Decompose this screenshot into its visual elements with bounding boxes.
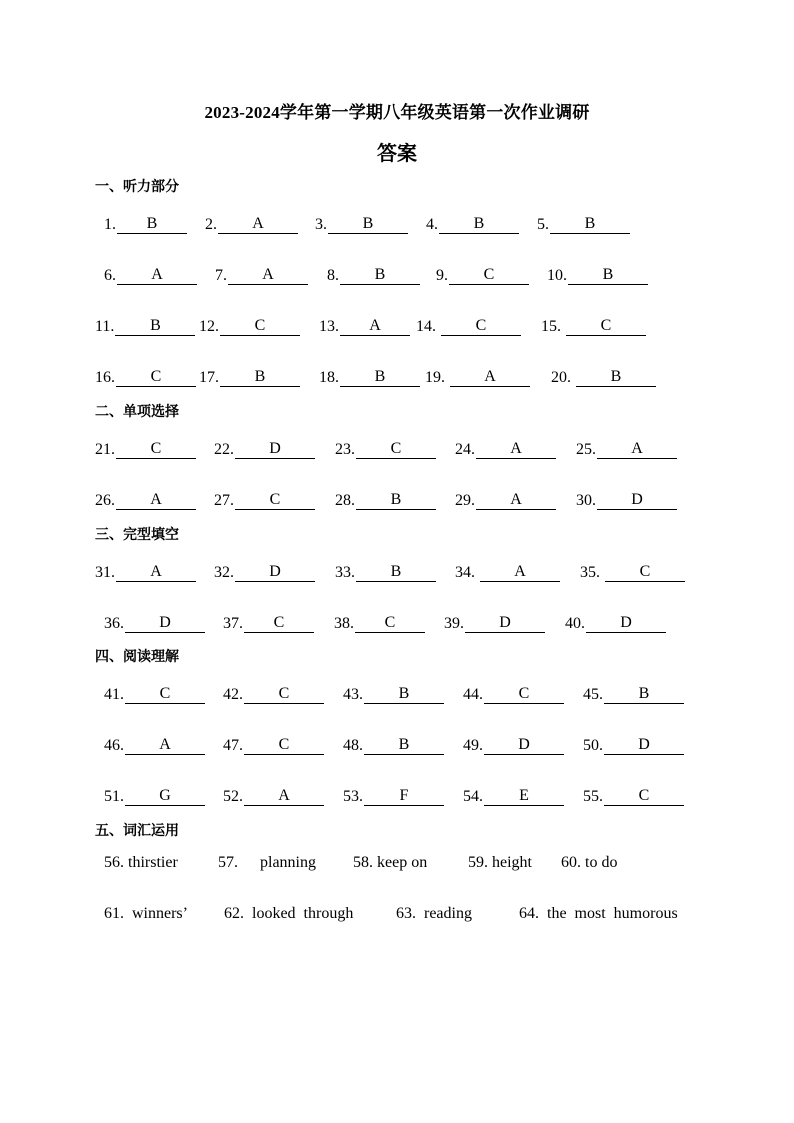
answer-blank: D xyxy=(484,736,564,755)
section-heading-cloze: 三、完型填空 xyxy=(95,527,179,543)
vocab-number-57: 57. xyxy=(218,854,238,871)
answer-blank: A xyxy=(340,317,410,336)
answer-item-43 xyxy=(343,680,444,704)
answer-row xyxy=(0,210,794,234)
vocab-answer-57: planning xyxy=(260,854,316,871)
question-number: 6. xyxy=(104,267,116,284)
answer-row xyxy=(0,363,794,387)
answer-blank: C xyxy=(355,614,425,633)
answer-item-50 xyxy=(583,731,684,755)
answer-blank: F xyxy=(364,787,444,806)
answer-item-1 xyxy=(104,210,187,234)
question-number: 38. xyxy=(334,615,354,632)
question-number: 44. xyxy=(463,686,483,703)
question-number: 53. xyxy=(343,788,363,805)
question-number: 22. xyxy=(214,441,234,458)
answer-item-53 xyxy=(343,782,444,806)
question-number: 48. xyxy=(343,737,363,754)
vocab-answer-63: 63. reading xyxy=(396,905,472,922)
answer-blank: B xyxy=(356,491,436,510)
answer-item-55 xyxy=(583,782,684,806)
answer-blank: C xyxy=(220,317,300,336)
answer-blank: B xyxy=(550,215,630,234)
answer-blank: C xyxy=(356,440,436,459)
question-number: 10. xyxy=(547,267,567,284)
question-number: 33. xyxy=(335,564,355,581)
answer-blank: E xyxy=(484,787,564,806)
answer-item-27 xyxy=(214,486,315,510)
answer-item-49 xyxy=(463,731,564,755)
answer-blank: A xyxy=(116,563,196,582)
answer-blank: B xyxy=(604,685,684,704)
page-title: 2023-2024学年第一学期八年级英语第一次作业调研 xyxy=(204,103,590,122)
answer-item-46 xyxy=(104,731,205,755)
answer-item-8 xyxy=(327,261,420,285)
question-number: 43. xyxy=(343,686,363,703)
question-number: 28. xyxy=(335,492,355,509)
section-heading-listening: 一、听力部分 xyxy=(95,179,179,195)
question-number: 15. xyxy=(541,318,561,335)
vocab-answer-56: 56. thirstier xyxy=(104,854,178,871)
answer-item-45 xyxy=(583,680,684,704)
question-number: 30. xyxy=(576,492,596,509)
answer-row xyxy=(0,261,794,285)
answer-item-7 xyxy=(215,261,308,285)
answer-blank: C xyxy=(116,440,196,459)
answer-blank: A xyxy=(450,368,530,387)
vocab-answer-61: 61. winners’ xyxy=(104,905,188,922)
answer-row xyxy=(0,609,794,633)
answer-blank: B xyxy=(568,266,648,285)
answer-item-15 xyxy=(541,312,646,336)
vocab-row xyxy=(0,905,794,929)
answer-item-26 xyxy=(95,486,196,510)
question-number: 17. xyxy=(199,369,219,386)
answer-row xyxy=(0,435,794,459)
answer-blank: D xyxy=(125,614,205,633)
answer-blank: A xyxy=(218,215,298,234)
answer-blank: A xyxy=(228,266,308,285)
answer-blank: C xyxy=(566,317,646,336)
question-number: 51. xyxy=(104,788,124,805)
answer-item-33 xyxy=(335,558,436,582)
answer-item-16 xyxy=(95,363,196,387)
question-number: 24. xyxy=(455,441,475,458)
answer-item-14 xyxy=(416,312,521,336)
question-number: 7. xyxy=(215,267,227,284)
answer-blank: C xyxy=(605,563,685,582)
answer-item-47 xyxy=(223,731,324,755)
answer-blank: B xyxy=(364,736,444,755)
question-number: 31. xyxy=(95,564,115,581)
answer-item-2 xyxy=(205,210,298,234)
answer-item-35 xyxy=(580,558,685,582)
question-number: 16. xyxy=(95,369,115,386)
answer-item-4 xyxy=(426,210,519,234)
question-number: 9. xyxy=(436,267,448,284)
question-number: 5. xyxy=(537,216,549,233)
answer-blank: A xyxy=(125,736,205,755)
answer-item-24 xyxy=(455,435,556,459)
question-number: 29. xyxy=(455,492,475,509)
answer-blank: D xyxy=(235,440,315,459)
answer-blank: A xyxy=(244,787,324,806)
answer-blank: C xyxy=(125,685,205,704)
question-number: 47. xyxy=(223,737,243,754)
answer-row xyxy=(0,558,794,582)
answer-blank: C xyxy=(244,685,324,704)
question-number: 4. xyxy=(426,216,438,233)
answer-blank: B xyxy=(340,266,420,285)
question-number: 27. xyxy=(214,492,234,509)
answer-blank: B xyxy=(220,368,300,387)
answer-item-9 xyxy=(436,261,529,285)
section-heading-vocabulary: 五、词汇运用 xyxy=(95,823,179,839)
answer-row xyxy=(0,680,794,704)
question-number: 41. xyxy=(104,686,124,703)
question-number: 21. xyxy=(95,441,115,458)
answer-blank: D xyxy=(235,563,315,582)
vocab-answer-64: 64. the most humorous xyxy=(519,905,678,922)
answer-item-44 xyxy=(463,680,564,704)
question-number: 25. xyxy=(576,441,596,458)
answer-item-6 xyxy=(104,261,197,285)
question-number: 36. xyxy=(104,615,124,632)
answer-item-18 xyxy=(319,363,420,387)
question-number: 2. xyxy=(205,216,217,233)
question-number: 3. xyxy=(315,216,327,233)
question-number: 12. xyxy=(199,318,219,335)
question-number: 45. xyxy=(583,686,603,703)
question-number: 18. xyxy=(319,369,339,386)
answer-blank: C xyxy=(604,787,684,806)
question-number: 19. xyxy=(425,369,445,386)
answer-blank: C xyxy=(244,614,314,633)
answer-item-22 xyxy=(214,435,315,459)
vocab-answer-62: 62. looked through xyxy=(224,905,354,922)
answer-blank: C xyxy=(116,368,196,387)
question-number: 52. xyxy=(223,788,243,805)
answer-blank: B xyxy=(340,368,420,387)
question-number: 20. xyxy=(551,369,571,386)
answer-item-3 xyxy=(315,210,408,234)
answer-blank: C xyxy=(449,266,529,285)
question-number: 55. xyxy=(583,788,603,805)
answer-item-25 xyxy=(576,435,677,459)
answer-item-5 xyxy=(537,210,630,234)
answer-blank: B xyxy=(117,215,187,234)
answer-item-12 xyxy=(199,312,300,336)
answer-blank: D xyxy=(597,491,677,510)
answer-blank: B xyxy=(356,563,436,582)
vocab-answer-59: 59. height xyxy=(468,854,532,871)
question-number: 35. xyxy=(580,564,600,581)
answer-blank: A xyxy=(480,563,560,582)
question-number: 26. xyxy=(95,492,115,509)
answer-blank: D xyxy=(586,614,666,633)
answer-blank: B xyxy=(328,215,408,234)
section-heading-single-choice: 二、单项选择 xyxy=(95,404,179,420)
answer-blank: B xyxy=(576,368,656,387)
answer-item-11 xyxy=(95,312,195,336)
answer-blank: A xyxy=(597,440,677,459)
answer-blank: B xyxy=(439,215,519,234)
vocab-answer-60: 60. to do xyxy=(561,854,618,871)
answer-blank: A xyxy=(476,491,556,510)
answer-item-31 xyxy=(95,558,196,582)
answer-row xyxy=(0,731,794,755)
answer-blank: C xyxy=(235,491,315,510)
question-number: 34. xyxy=(455,564,475,581)
question-number: 49. xyxy=(463,737,483,754)
answer-item-13 xyxy=(319,312,410,336)
answer-row xyxy=(0,312,794,336)
question-number: 1. xyxy=(104,216,116,233)
answer-item-32 xyxy=(214,558,315,582)
question-number: 46. xyxy=(104,737,124,754)
answer-item-19 xyxy=(425,363,530,387)
answer-item-17 xyxy=(199,363,300,387)
answer-row xyxy=(0,486,794,510)
answer-item-30 xyxy=(576,486,677,510)
answer-blank: C xyxy=(484,685,564,704)
question-number: 13. xyxy=(319,318,339,335)
answer-item-28 xyxy=(335,486,436,510)
answer-item-21 xyxy=(95,435,196,459)
answer-item-52 xyxy=(223,782,324,806)
answer-item-36 xyxy=(104,609,205,633)
answer-blank: C xyxy=(244,736,324,755)
answer-item-54 xyxy=(463,782,564,806)
answer-blank: D xyxy=(604,736,684,755)
answer-blank: G xyxy=(125,787,205,806)
question-number: 54. xyxy=(463,788,483,805)
answer-item-41 xyxy=(104,680,205,704)
question-number: 42. xyxy=(223,686,243,703)
answer-item-40 xyxy=(565,609,666,633)
answer-blank: A xyxy=(117,266,197,285)
question-number: 50. xyxy=(583,737,603,754)
answer-row xyxy=(0,782,794,806)
section-heading-reading: 四、阅读理解 xyxy=(95,649,179,665)
answer-item-10 xyxy=(547,261,648,285)
question-number: 11. xyxy=(95,318,115,335)
question-number: 39. xyxy=(444,615,464,632)
answer-item-38 xyxy=(334,609,425,633)
answer-blank: B xyxy=(115,317,195,336)
answer-item-37 xyxy=(223,609,314,633)
question-number: 8. xyxy=(327,267,339,284)
question-number: 23. xyxy=(335,441,355,458)
answer-blank: B xyxy=(364,685,444,704)
answer-item-51 xyxy=(104,782,205,806)
answer-item-34 xyxy=(455,558,560,582)
question-number: 37. xyxy=(223,615,243,632)
answer-item-48 xyxy=(343,731,444,755)
answer-item-23 xyxy=(335,435,436,459)
vocab-answer-58: 58. keep on xyxy=(353,854,428,871)
answer-item-39 xyxy=(444,609,545,633)
question-number: 32. xyxy=(214,564,234,581)
answer-item-42 xyxy=(223,680,324,704)
answer-blank: A xyxy=(476,440,556,459)
answer-blank: D xyxy=(465,614,545,633)
answer-blank: A xyxy=(116,491,196,510)
answer-item-20 xyxy=(551,363,656,387)
vocab-row xyxy=(0,854,794,878)
question-number: 14. xyxy=(416,318,436,335)
page-subtitle: 答案 xyxy=(377,143,417,165)
question-number: 40. xyxy=(565,615,585,632)
answer-item-29 xyxy=(455,486,556,510)
answer-blank: C xyxy=(441,317,521,336)
